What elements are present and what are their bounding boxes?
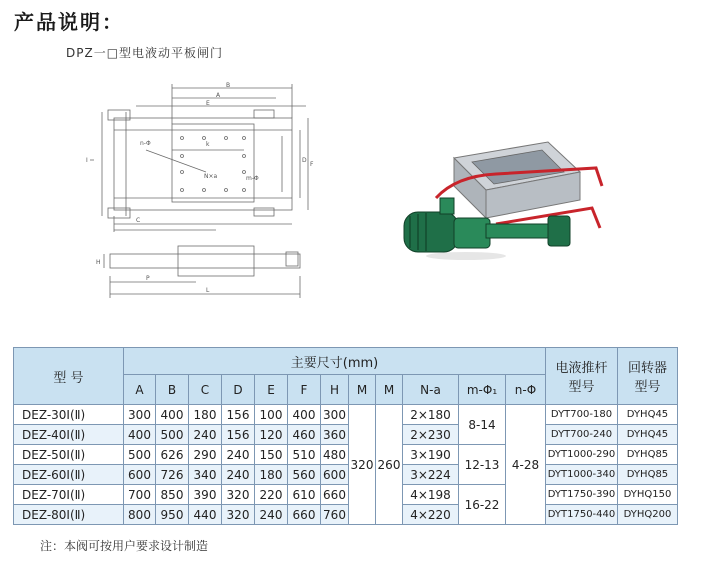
cell-m-phi-group3: 16-22 [459,485,506,525]
table-row [14,425,678,445]
specification-table [13,347,678,525]
cell-actuator: DYT700-180 [546,405,618,425]
cell-H: 760 [321,505,349,525]
table-header-row-1 [14,348,678,375]
cell-E: 120 [255,425,288,445]
col-E: E [255,375,288,405]
label-I: I [86,157,88,164]
cell-H: 660 [321,485,349,505]
cell-model: DEZ-70Ⅰ(Ⅱ) [14,485,124,505]
cell-rotator: DYHQ85 [618,465,678,485]
cell-rotator: DYHQ150 [618,485,678,505]
cell-model: DEZ-30Ⅰ(Ⅱ) [14,405,124,425]
table-row [14,465,678,485]
table-row [14,505,678,525]
label-H: H [96,259,101,266]
cell-model: DEZ-60Ⅰ(Ⅱ) [14,465,124,485]
cell-M2-merged: 260 [376,405,403,525]
page-title: 产品说明： [14,10,124,34]
col-D: D [222,375,255,405]
table-row [14,445,678,465]
cell-A: 800 [124,505,156,525]
cell-N-a: 4×198 [403,485,459,505]
cell-D: 320 [222,485,255,505]
cell-B: 500 [156,425,189,445]
cell-C: 390 [189,485,222,505]
product-subtitle: DPZ一□型电液动平板闸门 [66,46,224,60]
cell-N-a: 2×180 [403,405,459,425]
drawing-inner-frame [172,124,254,202]
motor [404,212,458,252]
cell-C: 340 [189,465,222,485]
label-A: A [216,92,221,99]
cell-F: 400 [288,405,321,425]
cell-H: 300 [321,405,349,425]
cell-A: 600 [124,465,156,485]
cell-E: 220 [255,485,288,505]
col-M1: M [349,375,376,405]
header-actuator-model: 电液推杆 型号 [546,348,618,405]
cell-M1-merged: 320 [349,405,376,525]
col-n-phi: n-Φ [506,375,546,405]
cell-actuator: DYT700-240 [546,425,618,445]
cell-B: 950 [156,505,189,525]
cell-rotator: DYHQ45 [618,405,678,425]
cell-F: 610 [288,485,321,505]
footnote: 注：本阀可按用户要求设计制造 [40,539,209,553]
cell-H: 360 [321,425,349,445]
header-model: 型 号 [14,348,124,405]
cell-A: 700 [124,485,156,505]
table-row [14,405,678,425]
label-n-a: N×a [204,173,218,180]
col-C: C [189,375,222,405]
cell-C: 290 [189,445,222,465]
col-N-a: N-a [403,375,459,405]
cell-model: DEZ-40Ⅰ(Ⅱ) [14,425,124,445]
cell-E: 180 [255,465,288,485]
cell-model: DEZ-50Ⅰ(Ⅱ) [14,445,124,465]
cell-actuator: DYT1750-390 [546,485,618,505]
label-P: P [146,275,150,282]
header-main-dims: 主要尺寸(mm) [124,348,546,375]
cell-rotator: DYHQ200 [618,505,678,525]
cell-A: 300 [124,405,156,425]
cell-A: 400 [124,425,156,445]
col-M2: M [376,375,403,405]
cell-B: 626 [156,445,189,465]
cell-C: 440 [189,505,222,525]
cell-E: 150 [255,445,288,465]
cell-N-a: 4×220 [403,505,459,525]
col-H: H [321,375,349,405]
label-n-phi: n-Φ [140,140,151,147]
product-photo [396,128,610,266]
cell-n-phi-merged: 4-28 [506,405,546,525]
drawing-frame [114,118,292,210]
label-k: k [206,141,210,148]
cell-B: 400 [156,405,189,425]
cell-D: 240 [222,445,255,465]
cell-C: 240 [189,425,222,445]
cell-actuator: DYT1750-440 [546,505,618,525]
cell-N-a: 3×224 [403,465,459,485]
cell-B: 726 [156,465,189,485]
cell-A: 500 [124,445,156,465]
drawing-side-view [110,254,300,268]
cell-F: 660 [288,505,321,525]
cell-D: 156 [222,425,255,445]
cell-model: DEZ-80Ⅰ(Ⅱ) [14,505,124,525]
cell-F: 560 [288,465,321,485]
cell-D: 320 [222,505,255,525]
cell-N-a: 2×230 [403,425,459,445]
cell-actuator: DYT1000-340 [546,465,618,485]
cell-D: 240 [222,465,255,485]
header-rotator-model: 回转器 型号 [618,348,678,405]
cell-actuator: DYT1000-290 [546,445,618,465]
cell-N-a: 3×190 [403,445,459,465]
cell-B: 850 [156,485,189,505]
col-A: A [124,375,156,405]
label-m-phi: m-Φ [246,175,259,182]
col-m-phi1: m-Φ₁ [459,375,506,405]
col-B: B [156,375,189,405]
technical-drawing [86,80,336,312]
label-C: C [136,217,141,224]
cell-m-phi-group1: 8-14 [459,405,506,445]
col-F: F [288,375,321,405]
cell-D: 156 [222,405,255,425]
label-D: D [302,157,307,164]
cell-H: 480 [321,445,349,465]
cell-rotator: DYHQ45 [618,425,678,445]
label-E: E [206,100,210,107]
cell-F: 460 [288,425,321,445]
cell-m-phi-group2: 12-13 [459,445,506,485]
label-L: L [206,287,210,294]
cell-rotator: DYHQ85 [618,445,678,465]
label-F: F [310,161,314,168]
cell-F: 510 [288,445,321,465]
cell-H: 600 [321,465,349,485]
cell-E: 240 [255,505,288,525]
table-row [14,485,678,505]
cell-E: 100 [255,405,288,425]
label-B: B [226,82,231,89]
cell-C: 180 [189,405,222,425]
